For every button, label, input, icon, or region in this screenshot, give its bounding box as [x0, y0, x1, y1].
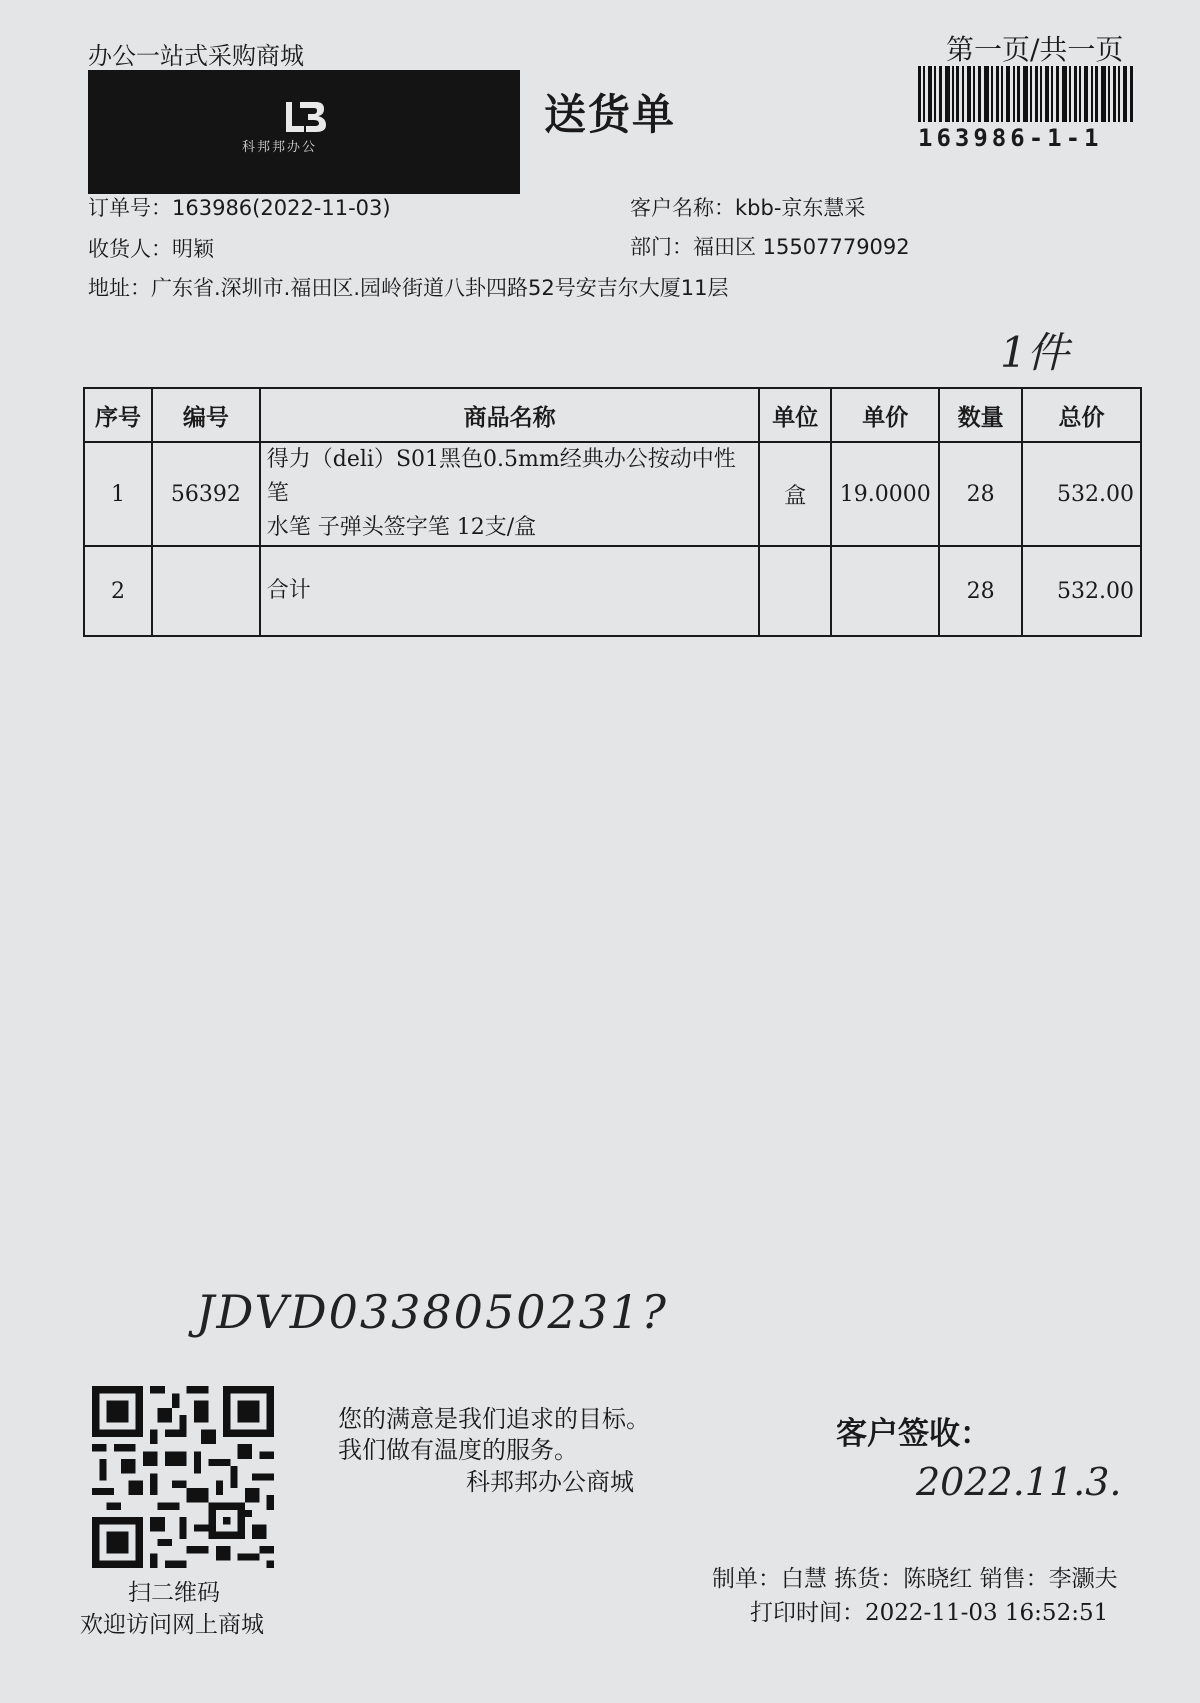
company-logo: [88, 70, 520, 194]
items-table: [83, 387, 1142, 637]
header-unit-price: 单价: [831, 388, 939, 442]
cell-total: 532.00: [1022, 546, 1141, 636]
staff-line: 制单：白慧 拣货：陈晓红 销售：李灏夫: [712, 1566, 1118, 1592]
header-product-name: 商品名称: [260, 388, 760, 442]
logo-mark-icon: [284, 100, 328, 134]
slogan-company: 科邦邦办公商城: [466, 1468, 634, 1496]
table-header-row: [84, 388, 1141, 442]
cell-code: [152, 546, 260, 636]
product-name-line-1: 合计: [266, 578, 311, 604]
product-name-line-1: 得力（deli）S01黑色0.5mm经典办公按动中性笔: [266, 447, 736, 507]
department: 部门：福田区 15507779092: [630, 235, 910, 259]
document-title: 送货单: [544, 90, 677, 139]
cell-product-name: [260, 442, 760, 546]
order-number: 订单号：163986(2022-11-03): [88, 196, 391, 220]
cell-seq: 1: [84, 442, 152, 546]
qr-code: [92, 1386, 274, 1568]
slogan-line-1: 您的满意是我们追求的目标。: [338, 1405, 650, 1433]
header-unit: 单位: [759, 388, 831, 442]
shop-name: 办公一站式采购商城: [88, 42, 304, 70]
handwritten-count: 1件: [1000, 328, 1069, 377]
qr-caption-scan: 扫二维码: [128, 1580, 220, 1606]
cell-total: 532.00: [1022, 442, 1141, 546]
delivery-address: 地址：广东省.深圳市.福田区.园岭街道八卦四路52号安吉尔大厦11层: [88, 276, 729, 300]
header-seq: 序号: [84, 388, 152, 442]
barcode: [918, 66, 1136, 122]
header-code: 编号: [152, 388, 260, 442]
cell-quantity: 28: [939, 442, 1022, 546]
product-name-line-2: 水笔 子弹头签字笔 12支/盒: [266, 515, 537, 541]
print-time: 打印时间：2022-11-03 16:52:51: [750, 1600, 1109, 1626]
slogan-line-2: 我们做有温度的服务。: [338, 1436, 578, 1464]
cell-product-name: [260, 546, 760, 636]
handwritten-tracking-number: JDVD0338050231?: [196, 1285, 668, 1339]
customer-signature-label: 客户签收：: [836, 1416, 991, 1452]
cell-unit-price: 19.0000: [831, 442, 939, 546]
cell-code: 56392: [152, 442, 260, 546]
page-indicator: 第一页/共一页: [946, 33, 1124, 66]
cell-quantity: 28: [939, 546, 1022, 636]
cell-unit-price: [831, 546, 939, 636]
header-total: 总价: [1022, 388, 1141, 442]
customer-name: 客户名称：kbb-京东慧采: [630, 196, 866, 220]
receiver-name: 收货人：明颖: [88, 237, 214, 261]
handwritten-sign-date: 2022.11.3.: [916, 1460, 1122, 1504]
cell-unit: 盒: [759, 442, 831, 546]
logo-text: 科邦邦办公: [242, 140, 318, 155]
qr-caption-visit: 欢迎访问网上商城: [80, 1612, 264, 1638]
barcode-number: 163986-1-1: [918, 124, 1103, 152]
header-quantity: 数量: [939, 388, 1022, 442]
cell-seq: 2: [84, 546, 152, 636]
cell-unit: [759, 546, 831, 636]
table-row: [84, 546, 1141, 636]
table-row: [84, 442, 1141, 546]
